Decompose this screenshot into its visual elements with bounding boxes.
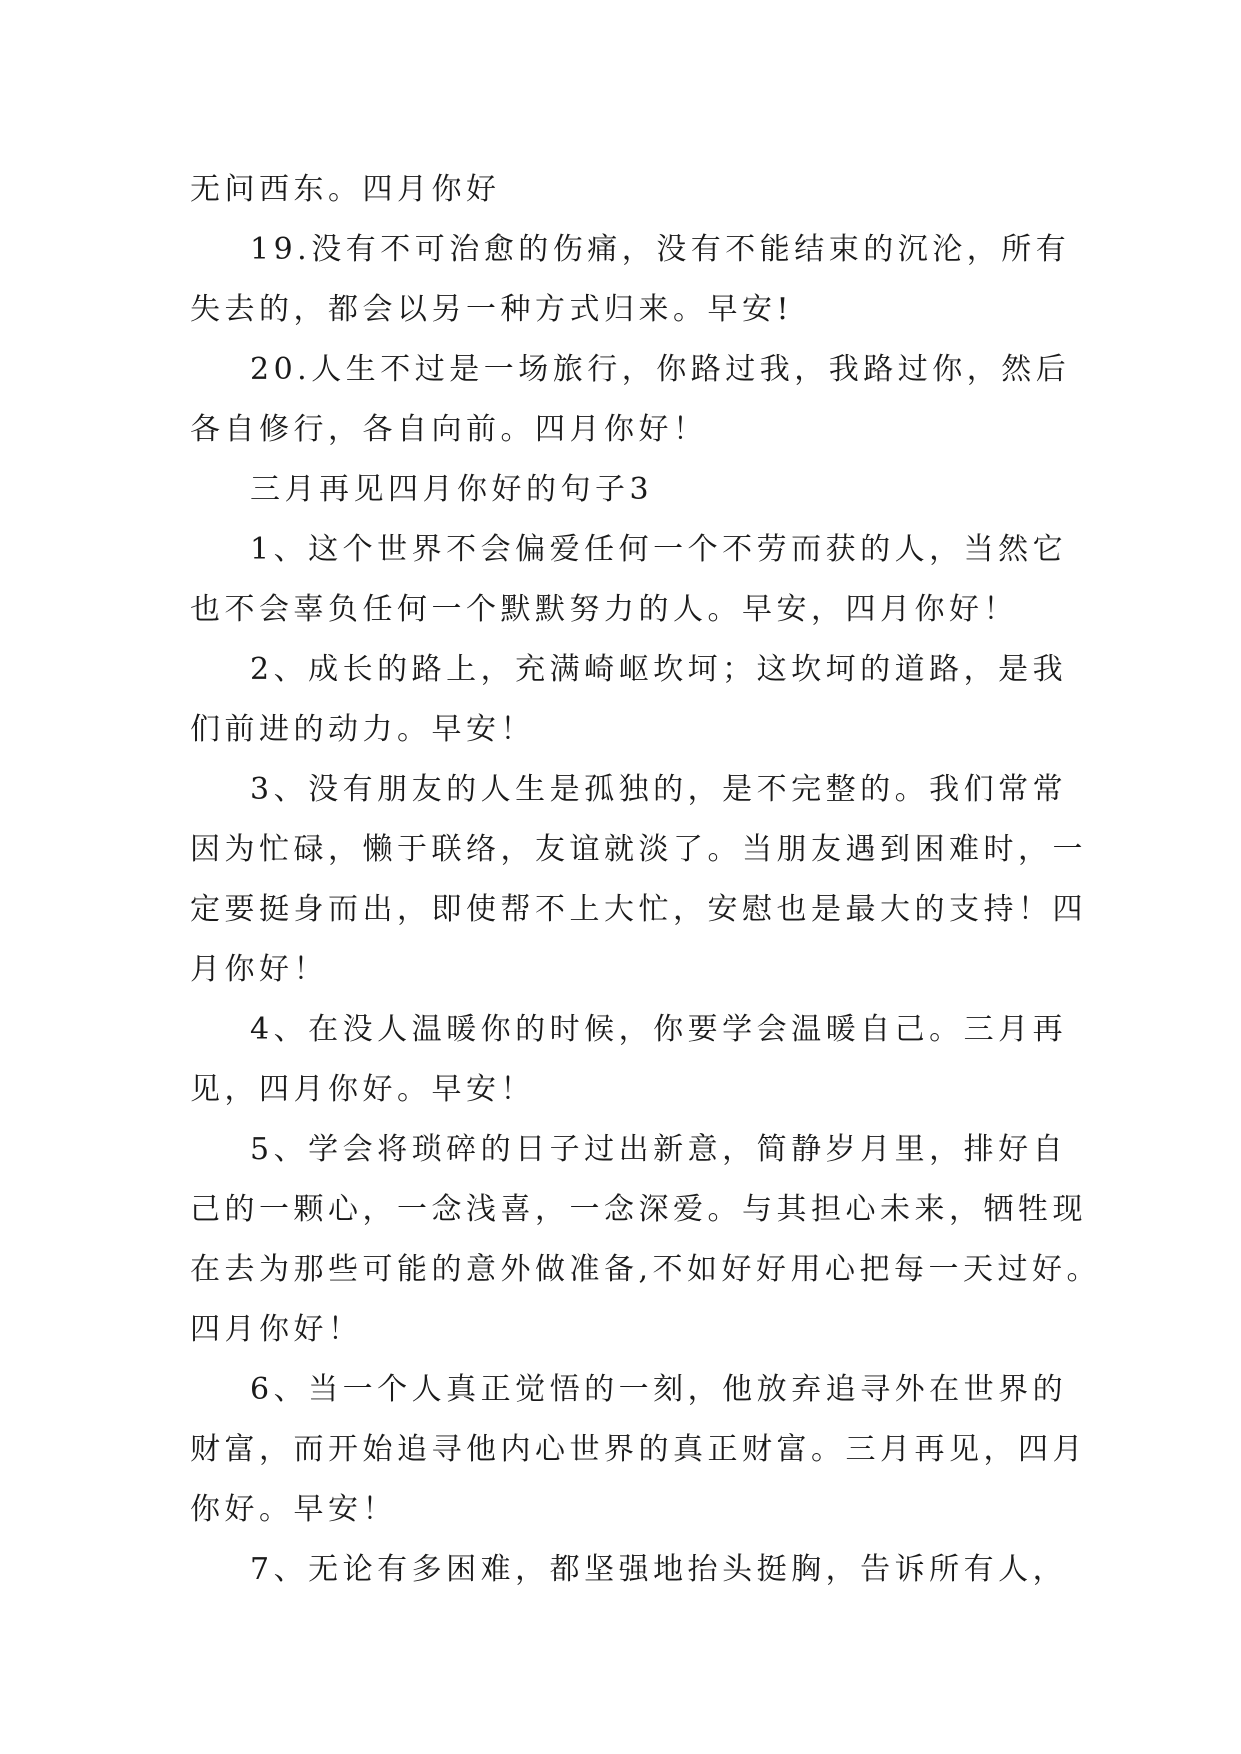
paragraph — [190, 640, 1068, 760]
text-line: 3、没有朋友的人生是孤独的，是不完整的。我们常常 — [250, 772, 1068, 807]
text-line: 2、成长的路上，充满崎岖坎坷；这坎坷的道路，是我 — [250, 652, 1068, 687]
text-line: 19.没有不可治愈的伤痛，没有不能结束的沉沦，所有 — [250, 232, 1071, 267]
paragraph — [190, 760, 1087, 1000]
text-line: 己的一颗心，一念浅喜，一念深爱。与其担心未来，牺牲现 — [190, 1192, 1087, 1227]
paragraph — [190, 1540, 1068, 1600]
text-line: 四月你好！ — [190, 1312, 363, 1347]
document-body — [190, 160, 1102, 1600]
text-line: 们前进的动力。早安！ — [190, 712, 535, 747]
paragraph — [190, 160, 1056, 220]
text-line: 月你好！ — [190, 952, 328, 987]
text-line: 见，四月你好。早安！ — [190, 1072, 535, 1107]
text-line: 财富，而开始追寻他内心世界的真正财富。三月再见，四月 — [190, 1432, 1087, 1467]
paragraph — [190, 220, 1071, 340]
text-line: 无问西东。四月你好 — [190, 172, 501, 207]
text-line: 7、无论有多困难，都坚强地抬头挺胸，告诉所有人， — [250, 1552, 1068, 1587]
document-page — [190, 160, 1102, 1600]
text-line: 也不会辜负任何一个默默努力的人。早安，四月你好！ — [190, 592, 1018, 627]
paragraph — [190, 1000, 1068, 1120]
text-line: 各自修行，各自向前。四月你好！ — [190, 412, 708, 447]
text-line: 因为忙碌，懒于联络，友谊就淡了。当朋友遇到困难时，一 — [190, 832, 1087, 867]
text-line: 20.人生不过是一场旅行，你路过我，我路过你，然后 — [250, 352, 1071, 387]
text-line: 1、这个世界不会偏爱任何一个不劳而获的人，当然它 — [250, 532, 1068, 567]
text-line: 你好。早安！ — [190, 1492, 397, 1527]
text-line: 在去为那些可能的意外做准备,不如好好用心把每一天过好。 — [190, 1252, 1102, 1287]
paragraph — [190, 520, 1068, 640]
paragraph — [190, 1360, 1087, 1540]
text-line: 定要挺身而出，即使帮不上大忙，安慰也是最大的支持！四 — [190, 892, 1087, 927]
paragraph — [190, 460, 1056, 520]
text-line: 三月再见四月你好的句子3 — [250, 472, 654, 507]
paragraph — [190, 1120, 1102, 1360]
text-line: 4、在没人温暖你的时候，你要学会温暖自己。三月再 — [250, 1012, 1068, 1047]
paragraph — [190, 340, 1071, 460]
text-line: 失去的，都会以另一种方式归来。早安! — [190, 292, 794, 327]
text-line: 5、学会将琐碎的日子过出新意，简静岁月里，排好自 — [250, 1132, 1068, 1167]
text-line: 6、当一个人真正觉悟的一刻，他放弃追寻外在世界的 — [250, 1372, 1068, 1407]
